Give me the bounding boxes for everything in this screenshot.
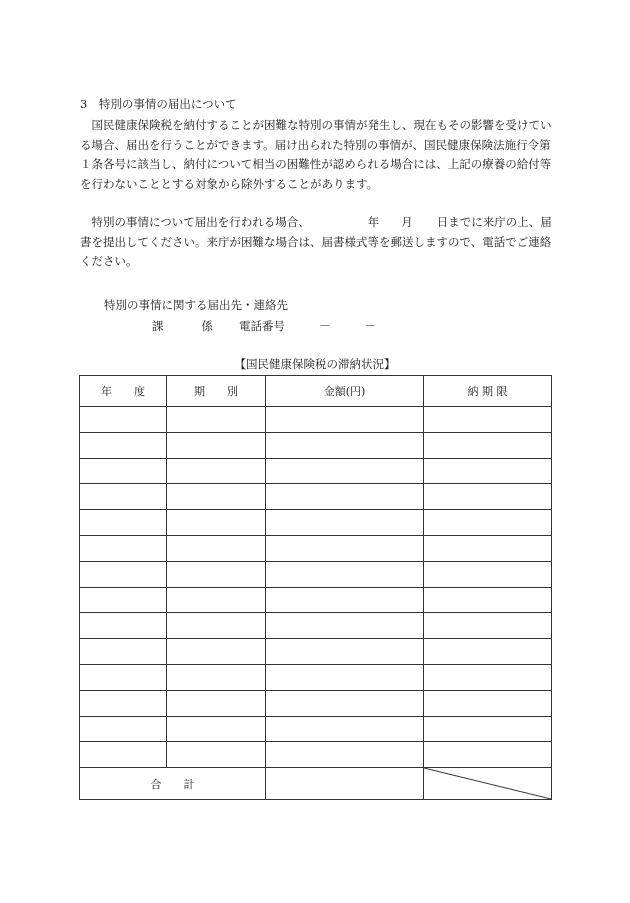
cell-installment[interactable] — [167, 639, 266, 665]
table-row — [80, 407, 552, 433]
paragraph-submission-deadline — [80, 213, 556, 272]
header-fiscal-year: 年 度 — [80, 376, 167, 407]
table-row — [80, 510, 552, 536]
cell-installment[interactable] — [167, 484, 266, 510]
cell-due-date[interactable] — [424, 690, 552, 716]
cell-fiscal-year[interactable] — [80, 639, 167, 665]
cell-fiscal-year[interactable] — [80, 716, 167, 742]
paragraph-text-end: 日までに来庁の上、届書を提出してください。来庁が困難な場合は、届書様式等を郵送しますので、電話でご連絡ください。 — [80, 215, 552, 268]
phone-dash-2: － — [364, 319, 376, 333]
cell-due-date[interactable] — [424, 484, 552, 510]
cell-due-date[interactable] — [424, 432, 552, 458]
cell-amount[interactable] — [266, 716, 424, 742]
phone-dash-1: － — [319, 319, 331, 333]
table-body — [80, 407, 552, 800]
arrears-table — [79, 375, 552, 800]
cell-installment[interactable] — [167, 664, 266, 690]
cell-installment[interactable] — [167, 716, 266, 742]
paragraph-text-start: 特別の事情について届出を行われる場合、 — [91, 215, 310, 229]
cell-due-date[interactable] — [424, 535, 552, 561]
cell-installment[interactable] — [167, 587, 266, 613]
cell-amount[interactable] — [266, 458, 424, 484]
cell-due-date[interactable] — [424, 664, 552, 690]
cell-amount[interactable] — [266, 432, 424, 458]
cell-due-date[interactable] — [424, 587, 552, 613]
cell-installment[interactable] — [167, 407, 266, 433]
cell-fiscal-year[interactable] — [80, 458, 167, 484]
total-due-date-cell-crossed — [424, 768, 552, 800]
table-row — [80, 432, 552, 458]
table-row — [80, 639, 552, 665]
total-label: 合 計 — [80, 768, 266, 800]
cell-fiscal-year[interactable] — [80, 432, 167, 458]
phone-label: 電話番号 — [239, 319, 285, 333]
paragraph-text: 国民健康保険税を納付することが困難な特別の事情が発生し、現在もその影響を受けている場合、届出を行うことができます。届け出られた特別の事情が、国民健康保険法施行令第１条各号に該当し、納付について相当の困難性が認められる場合には、上記の療養の給付等を行わないこととする対象から除外することがあります。 — [80, 118, 552, 191]
cell-installment[interactable] — [167, 613, 266, 639]
cell-installment[interactable] — [167, 535, 266, 561]
header-installment: 期 別 — [167, 376, 266, 407]
table-row — [80, 587, 552, 613]
cell-amount[interactable] — [266, 484, 424, 510]
table-row — [80, 484, 552, 510]
cell-due-date[interactable] — [424, 613, 552, 639]
year-label: 年 — [367, 215, 380, 229]
cell-installment[interactable] — [167, 432, 266, 458]
cell-fiscal-year[interactable] — [80, 407, 167, 433]
cell-installment[interactable] — [167, 690, 266, 716]
cell-amount[interactable] — [266, 561, 424, 587]
table-row — [80, 613, 552, 639]
table-row — [80, 561, 552, 587]
cell-due-date[interactable] — [424, 716, 552, 742]
cell-installment[interactable] — [167, 458, 266, 484]
cell-due-date[interactable] — [424, 510, 552, 536]
cell-amount[interactable] — [266, 664, 424, 690]
header-amount: 金額(円) — [266, 376, 424, 407]
cell-fiscal-year[interactable] — [80, 561, 167, 587]
cell-fiscal-year[interactable] — [80, 690, 167, 716]
cell-amount[interactable] — [266, 510, 424, 536]
section-title: 3 特別の事情の届出について — [80, 97, 237, 111]
cell-amount[interactable] — [266, 613, 424, 639]
cell-amount[interactable] — [266, 690, 424, 716]
paragraph-special-circumstances — [80, 116, 556, 194]
section-label: 係 — [201, 319, 213, 333]
diagonal-strike-line — [424, 768, 551, 799]
table-row — [80, 716, 552, 742]
department-label: 課 — [152, 319, 164, 333]
cell-amount[interactable] — [266, 587, 424, 613]
header-due-date: 納 期 限 — [424, 376, 552, 407]
cell-installment[interactable] — [167, 742, 266, 768]
cell-fiscal-year[interactable] — [80, 587, 167, 613]
cell-due-date[interactable] — [424, 639, 552, 665]
table-header-row — [80, 376, 552, 407]
cell-amount[interactable] — [266, 407, 424, 433]
cell-fiscal-year[interactable] — [80, 535, 167, 561]
cell-installment[interactable] — [167, 510, 266, 536]
table-row — [80, 690, 552, 716]
cell-fiscal-year[interactable] — [80, 664, 167, 690]
table-row — [80, 535, 552, 561]
table-row — [80, 664, 552, 690]
cell-due-date[interactable] — [424, 407, 552, 433]
cell-fiscal-year[interactable] — [80, 613, 167, 639]
cell-due-date[interactable] — [424, 458, 552, 484]
total-row — [80, 768, 552, 800]
cell-fiscal-year[interactable] — [80, 484, 167, 510]
contact-line — [152, 318, 376, 334]
table-title: 【国民健康保険税の滞納状況】 — [234, 357, 396, 371]
cell-amount[interactable] — [266, 535, 424, 561]
cell-fiscal-year[interactable] — [80, 510, 167, 536]
cell-fiscal-year[interactable] — [80, 742, 167, 768]
contact-heading: 特別の事情に関する届出先・連絡先 — [104, 298, 288, 312]
cell-due-date[interactable] — [424, 561, 552, 587]
cell-amount[interactable] — [266, 742, 424, 768]
cell-due-date[interactable] — [424, 742, 552, 768]
cell-amount[interactable] — [266, 639, 424, 665]
month-label: 月 — [401, 215, 413, 229]
cell-installment[interactable] — [167, 561, 266, 587]
table-row — [80, 742, 552, 768]
total-amount-cell[interactable] — [266, 768, 424, 800]
table-row — [80, 458, 552, 484]
